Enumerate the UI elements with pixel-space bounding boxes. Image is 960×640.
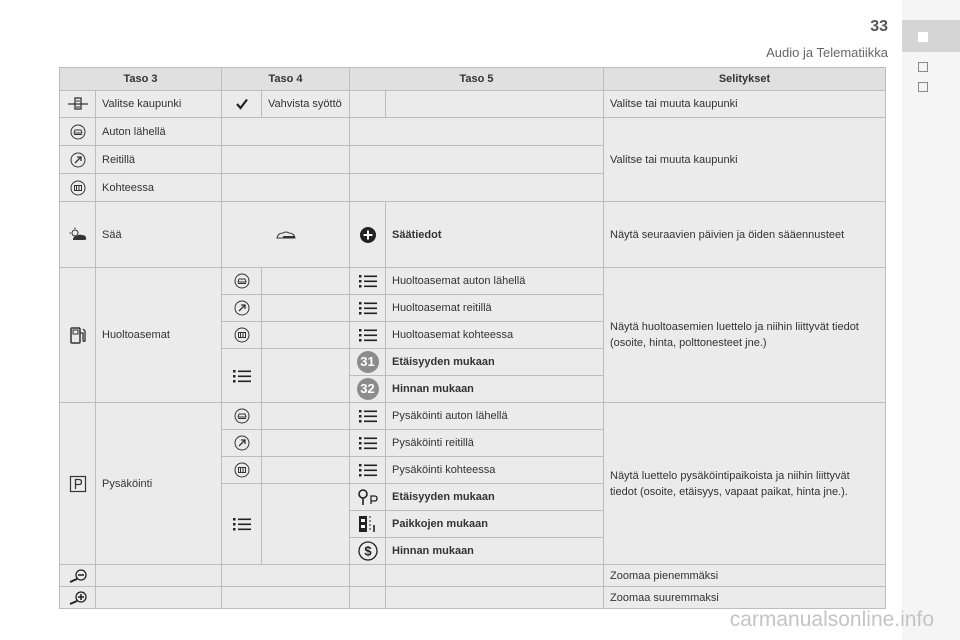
chapter-marker <box>918 62 928 72</box>
at-destination-label: Kohteessa <box>96 174 222 202</box>
table-row <box>60 403 886 430</box>
location-desc: Valitse tai muuta kaupunki <box>604 118 886 202</box>
near-car-label: Auton lähellä <box>96 118 222 146</box>
parking-near-car: Pysäköinti auton lähellä <box>386 403 604 430</box>
watermark: carmanualsonline.info <box>729 608 934 631</box>
header-explanations: Selitykset <box>604 68 886 91</box>
parking-sign-icon <box>60 403 96 565</box>
weather-desc: Näytä seuraavien päivien ja öiden sääennusteet <box>604 202 886 268</box>
destination-flag-icon <box>222 322 262 349</box>
checkmark-icon <box>222 91 262 118</box>
parking-desc: Näytä luettelo pysäköintipaikoista ja niihin liittyvät tiedot (osoite, etäisyys, vapaat paikat, hinta jne.). <box>604 403 886 565</box>
car-nearby-icon <box>222 403 262 430</box>
stations-label: Huoltoasemat <box>96 268 222 403</box>
page-number: 33 <box>870 18 888 35</box>
car-nearby-icon <box>60 118 96 146</box>
stations-by-distance: Etäisyyden mukaan <box>386 349 604 376</box>
route-arrow-icon <box>60 146 96 174</box>
list-icon <box>350 457 386 484</box>
fuel-pump-icon <box>60 268 96 403</box>
reference-badge-32: 32 <box>357 378 379 400</box>
parking-by-distance: Etäisyyden mukaan <box>386 484 604 511</box>
svg-text:$: $ <box>363 543 372 559</box>
table-row <box>60 587 886 609</box>
table-row <box>60 268 886 295</box>
reference-badge-31: 31 <box>357 351 379 373</box>
zoom-in-desc: Zoomaa suuremmaksi <box>604 587 886 609</box>
list-icon <box>350 430 386 457</box>
list-icon <box>350 403 386 430</box>
city-select-icon <box>60 91 96 118</box>
parking-on-route: Pysäköinti reitillä <box>386 430 604 457</box>
dollar-icon <box>350 538 386 565</box>
stations-on-route: Huoltoasemat reitillä <box>386 295 604 322</box>
table-header-row <box>60 68 886 91</box>
plus-circle-icon <box>350 202 386 268</box>
header-level-5: Taso 5 <box>350 68 604 91</box>
zoom-in-icon <box>60 587 96 609</box>
destination-flag-icon <box>222 457 262 484</box>
stations-near-car: Huoltoasemat auton lähellä <box>386 268 604 295</box>
stations-desc: Näytä huoltoasemien luettelo ja niihin liittyvät tiedot (osoite, hinta, polttonesteet jne.) <box>604 268 886 403</box>
table-row <box>60 118 886 146</box>
parking-location-icon <box>350 484 386 511</box>
header-level-3: Taso 3 <box>60 68 222 91</box>
route-arrow-icon <box>222 430 262 457</box>
weather-label: Sää <box>96 202 222 268</box>
zoom-out-icon <box>60 565 96 587</box>
page-side-tab <box>902 0 960 640</box>
list-icon <box>350 268 386 295</box>
table-row <box>60 91 886 118</box>
parking-at-destination: Pysäköinti kohteessa <box>386 457 604 484</box>
chapter-marker <box>918 82 928 92</box>
menu-table <box>59 67 886 609</box>
header-level-4: Taso 4 <box>222 68 350 91</box>
stations-at-destination: Huoltoasemat kohteessa <box>386 322 604 349</box>
parking-by-spaces: Paikkojen mukaan <box>386 511 604 538</box>
list-icon <box>350 322 386 349</box>
destination-flag-icon <box>60 174 96 202</box>
weather-cloud-icon <box>60 202 96 268</box>
list-icon <box>222 484 262 565</box>
route-arrow-icon <box>222 295 262 322</box>
on-route-label: Reitillä <box>96 146 222 174</box>
weather-info-label: Säätiedot <box>386 202 604 268</box>
weather-detail-icon <box>222 202 350 268</box>
chapter-tab <box>902 20 960 52</box>
table-row <box>60 565 886 587</box>
table-row <box>60 202 886 268</box>
parking-label: Pysäköinti <box>96 403 222 565</box>
list-icon <box>222 349 262 403</box>
parking-spaces-icon <box>350 511 386 538</box>
city-select-label: Valitse kaupunki <box>96 91 222 118</box>
list-icon <box>350 295 386 322</box>
city-select-desc: Valitse tai muuta kaupunki <box>604 91 886 118</box>
car-nearby-icon <box>222 268 262 295</box>
page-section-title: Audio ja Telematiikka <box>766 45 888 60</box>
zoom-out-desc: Zoomaa pienemmäksi <box>604 565 886 587</box>
stations-by-price: Hinnan mukaan <box>386 376 604 403</box>
confirm-entry-label: Vahvista syöttö <box>262 91 350 118</box>
parking-by-price: Hinnan mukaan <box>386 538 604 565</box>
chapter-marker-filled <box>918 32 928 42</box>
